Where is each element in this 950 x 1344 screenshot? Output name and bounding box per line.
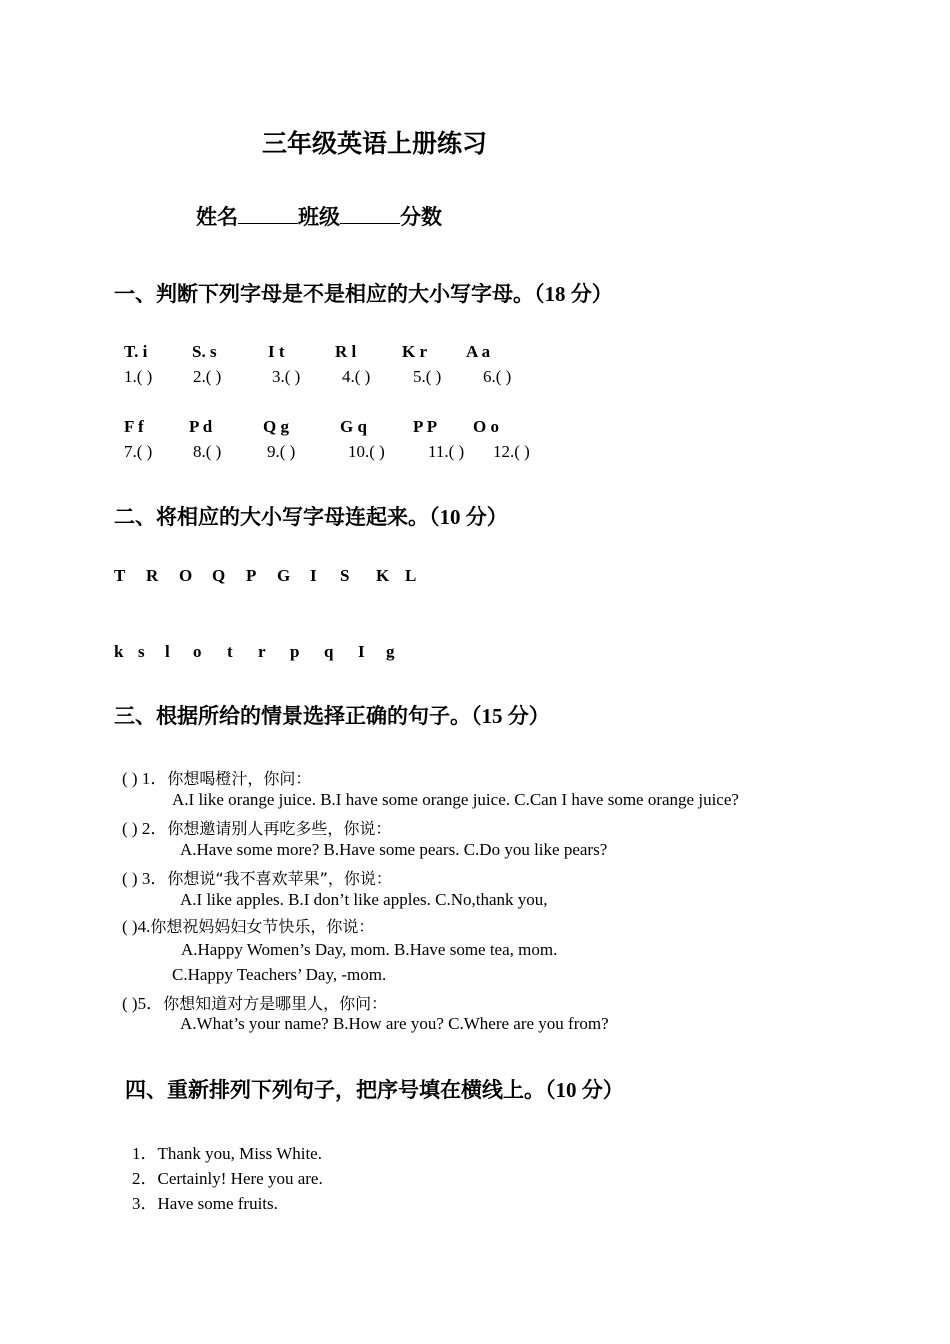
section-2-title: 二、将相应的大小写字母连起来。 [114,505,429,529]
lowercase-letter[interactable]: s [138,642,145,661]
answer-bracket[interactable]: ( )4. [122,917,151,936]
uppercase-letter[interactable]: S [340,566,350,585]
section-1-heading [114,278,613,308]
sentence-item [132,1139,322,1164]
class-label: 班级 [298,205,340,229]
uppercase-letter[interactable]: I [310,566,317,585]
question-prompt: 你想祝妈妈妇女节快乐，你说： [150,917,375,936]
answer-blank[interactable]: 3.( ) [272,367,301,386]
sentence-text: Certainly! Here you are. [157,1169,323,1188]
letter-pair: T. i [124,342,148,361]
letter-pairs-row-1 [0,342,950,364]
answer-blank[interactable]: 6.( ) [483,367,512,386]
lowercase-letter[interactable]: g [386,642,395,661]
sentence-text: Have some fruits. [157,1194,278,1213]
letter-pair: P d [189,417,213,436]
uppercase-letter[interactable]: L [405,566,417,585]
sentence-item [132,1189,278,1214]
answer-bracket[interactable]: ( ) 2． [122,819,168,838]
question-1-options: A.I like orange juice. B.I have some orange juice. C.Can I have some orange juice? [172,790,739,809]
answer-row-2 [0,442,950,464]
lowercase-letters-row [0,642,950,664]
question-prompt: 你想喝橙汁，你问： [167,769,312,788]
sentence-item [132,1164,323,1189]
lowercase-letter[interactable]: q [324,642,334,661]
question-3-options: A.I like apples. B.I don’t like apples. C.No,thank you, [180,890,548,909]
question-4-options-continued: C.Happy Teachers’ Day, -mom. [172,965,387,984]
name-blank[interactable] [238,205,298,224]
section-2-score: （10 分） [429,505,508,529]
letter-pair: P P [413,417,438,436]
section-3-title: 三、根据所给的情景选择正确的句子。 [114,704,471,728]
question-4-options: A.Happy Women’s Day, mom. B.Have some tea, mom. [181,940,558,959]
answer-blank[interactable]: 5.( ) [413,367,442,386]
answer-blank[interactable]: 12.( ) [493,442,530,461]
question-2 [122,814,391,839]
lowercase-letter[interactable]: I [358,642,365,661]
answer-blank[interactable]: 9.( ) [267,442,296,461]
question-4 [122,914,374,937]
uppercase-letter[interactable]: Q [212,566,226,585]
question-prompt: 你想邀请别人再吃多些，你说： [167,819,392,838]
answer-bracket[interactable]: ( )5． [122,994,164,1013]
question-prompt: 你想知道对方是哪里人，你问： [163,994,388,1013]
answer-bracket[interactable]: ( ) 1． [122,769,168,788]
section-4-score: （10 分） [545,1078,624,1102]
question-1 [122,764,311,789]
letter-pair: G q [340,417,367,436]
sentence-number: 3． [132,1194,158,1213]
answer-row-1 [0,367,950,389]
answer-blank[interactable]: 7.( ) [124,442,153,461]
answer-blank[interactable]: 8.( ) [193,442,222,461]
answer-bracket[interactable]: ( ) 3． [122,869,168,888]
letter-pair: F f [124,417,144,436]
letter-pair: S. s [192,342,217,361]
answer-blank[interactable]: 2.( ) [193,367,222,386]
letter-pair: Q g [263,417,289,436]
question-3 [122,864,392,889]
uppercase-letter[interactable]: R [146,566,159,585]
lowercase-letter[interactable]: k [114,642,124,661]
answer-blank[interactable]: 11.( ) [428,442,465,461]
uppercase-letter[interactable]: K [376,566,390,585]
letter-pair: I t [268,342,285,361]
answer-blank[interactable]: 10.( ) [348,442,385,461]
student-info-line [196,201,442,231]
section-4-title: 四、重新排列下列句子，把序号填在横线上。 [125,1078,545,1102]
score-label: 分数 [400,205,442,229]
name-label: 姓名 [196,205,238,229]
uppercase-letter[interactable]: G [277,566,291,585]
sentence-number: 2． [132,1169,158,1188]
uppercase-letters-row [0,566,950,588]
sentence-number: 1． [132,1144,158,1163]
section-3-score: （15 分） [471,704,550,728]
lowercase-letter[interactable]: l [165,642,170,661]
uppercase-letter[interactable]: T [114,566,126,585]
answer-blank[interactable]: 4.( ) [342,367,371,386]
answer-blank[interactable]: 1.( ) [124,367,153,386]
section-1-title: 一、判断下列字母是不是相应的大小写字母。 [114,282,534,306]
uppercase-letter[interactable]: P [246,566,257,585]
letter-pair: A a [466,342,491,361]
lowercase-letter[interactable]: o [193,642,202,661]
letter-pairs-row-2 [0,417,950,439]
lowercase-letter[interactable]: p [290,642,300,661]
question-2-options: A.Have some more? B.Have some pears. C.Do you like pears? [180,840,608,859]
page-title: 三年级英语上册练习 [262,129,488,158]
sentence-text: Thank you, Miss White. [157,1144,322,1163]
section-1-score: （18 分） [534,282,613,306]
lowercase-letter[interactable]: t [227,642,233,661]
uppercase-letter[interactable]: O [179,566,193,585]
lowercase-letter[interactable]: r [258,642,266,661]
question-prompt: 你想说“我不喜欢苹果”，你说： [167,869,392,888]
class-blank[interactable] [340,205,400,224]
question-5-options: A.What’s your name? B.How are you? C.Where are you from? [180,1014,609,1033]
letter-pair: R l [335,342,357,361]
section-4-heading [125,1074,624,1104]
letter-pair: K r [402,342,428,361]
letter-pair: O o [473,417,499,436]
question-5 [122,989,387,1014]
section-3-heading [114,700,550,730]
section-2-heading [114,501,508,531]
